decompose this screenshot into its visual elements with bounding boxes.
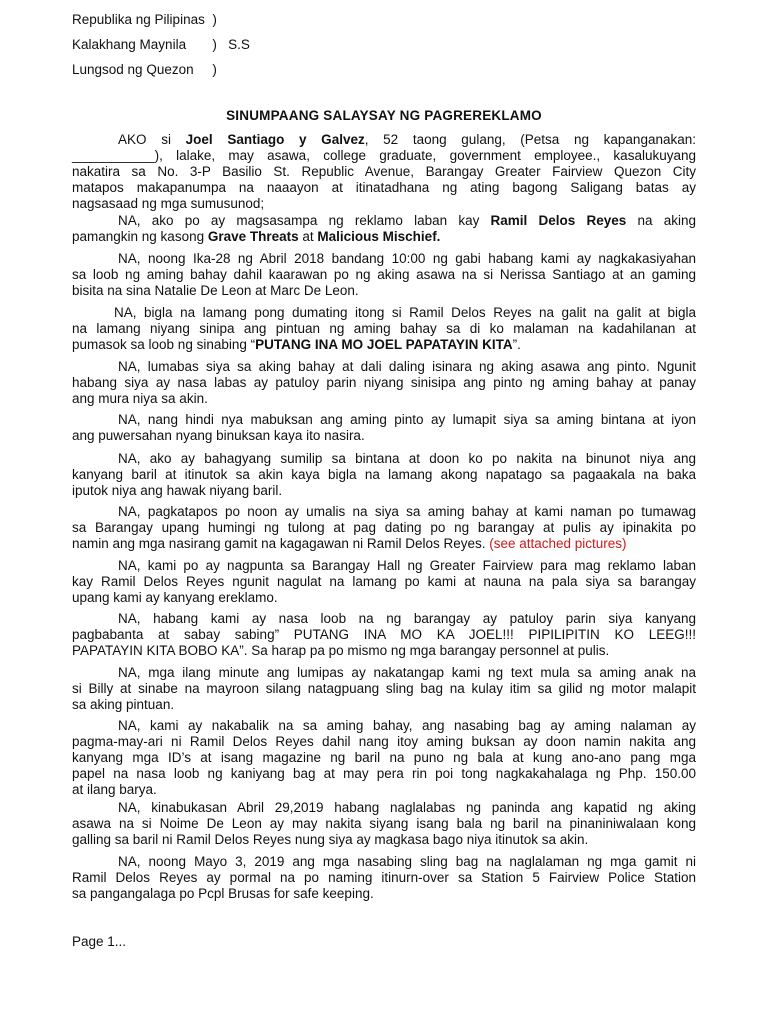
document-title: SINUMPAANG SALAYSAY NG PAGREREKLAMO: [226, 108, 542, 123]
paragraph-line: kay Ramil Delos Reyes ngunit nagulat na lamang po kami at nauna na pala siya sa barangay: [72, 574, 696, 589]
paragraph-line: nakatira sa No. 3-P Basilio St. Republic Avenue, Barangay Greater Fairview Quezon City: [72, 164, 696, 179]
paragraph-window: [72, 412, 696, 444]
paragraph-barangay-hall: [72, 558, 696, 606]
paragraph-line: NA, lumabas siya sa aking bahay at dali daling isinara ng aking asawa ang pinto. Ngunit: [118, 359, 696, 374]
paragraph-line: pumasok sa loob ng sinabing “PUTANG INA MO JOEL PAPATAYIN KITA”.: [72, 337, 521, 352]
paragraph-line: papel na nasa loob ng kaniyang bag at may pera rin poi tong nagkakahalaga ng Php. 150.00: [72, 766, 696, 781]
paragraph-sling-bag: [72, 665, 696, 713]
paragraph-line: NA, bigla na lamang pong dumating itong si Ramil Delos Reyes na galit na galit at bigla: [114, 305, 696, 320]
venue-line-city: Lungsod ng Quezon ): [72, 62, 217, 77]
paragraph-complaint: [72, 213, 696, 245]
paragraph-line: sa loob ng aming bahay dahil kaarawan po ng aking asawa na si Nerissa Santiago at an gaming: [72, 267, 696, 282]
paragraph-line: NA, mga ilang minute ang lumipas ay nakatangap kami ng text mula sa aming anak na: [118, 665, 696, 680]
paragraph-line: pagbabanta at sabay sabing” PUTANG INA MO KA JOEL!!! PIPILIPITIN KO LEEG!!!: [72, 627, 696, 642]
paragraph-line: pagma-may-ari ni Ramil Delos Reyes dahil nang itoy aming buksan ay doon namin nakita ang: [72, 734, 696, 749]
paragraph-line: si Billy at sinabe na mayroon silang natagpuang sling bag na kulay itim sa gilid ng motor malapit: [72, 681, 696, 696]
paragraph-line: NA, noong Ika-28 ng Abril 2018 bandang 10:00 ng gabi habang kami ay nagkakasiyahan: [118, 251, 696, 266]
paragraph-line: NA, habang kami ay nasa loob na ng barangay ay patuloy parin siya kanyang: [118, 611, 696, 626]
paragraph-line: sa Barangay upang humingi ng tulong at pag dating po ng barangay at pulis ay ipinakita po: [72, 520, 696, 535]
paragraph-line: sa aking pintuan.: [72, 697, 175, 712]
paragraph-bag-contents: [72, 718, 696, 798]
paragraph-line: kanyang baril at itinutok sa akin kaya bigla na lamang akong napatago sa pagaakala na baka: [72, 467, 696, 482]
paragraph-line: NA, ako ay bahagyang sumilip sa bintana at doon ko po nakita na binunot niya ang: [118, 451, 696, 466]
venue-line-republic: Republika ng Pilipinas ): [72, 12, 217, 27]
paragraph-affiant: [72, 132, 696, 212]
paragraph-line: ___________), lalake, may asawa, college graduate, government employee., kasalukuyang: [72, 148, 696, 163]
paragraph-threats: [72, 611, 696, 659]
paragraph-line: NA, kami ay nakabalik na sa aming bahay, ang nasabing bag ay aming nalaman ay: [118, 718, 696, 733]
paragraph-line: NA, kinabukasan Abril 29,2019 habang naglalabas ng paninda ang kapatid ng aking: [118, 800, 696, 815]
paragraph-line: asawa na si Noime De Leon ay may nakita siyang isang bala ng baril na pinaniniwalaan kong: [72, 816, 696, 831]
page-number-footer: Page 1...: [72, 934, 127, 949]
paragraph-line: upang kami ay kanyang ereklamo.: [72, 590, 278, 605]
paragraph-left-house: [72, 359, 696, 407]
paragraph-line: ang mura niya sa akin.: [72, 391, 208, 406]
paragraph-incident-date: [72, 251, 696, 299]
paragraph-line: iputok niya ang hawak niyang baril.: [72, 483, 283, 498]
paragraph-line: PAPATAYIN KITA BOBO KA”. Sa harap pa po mismo ng mga barangay personnel at pulis.: [72, 643, 610, 658]
paragraph-line: habang siya ay nasa labas ay patuloy parin niyang sinisipa ang pinto ng aming bahay at panay: [72, 375, 696, 390]
paragraph-line: pamangkin ng kasong Grave Threats at Malicious Mischief.: [72, 229, 441, 244]
paragraph-line: na lamang niyang sinipa ang pintuan ng aming bahay sa di ko malaman na kadahilanan at: [72, 321, 696, 336]
paragraph-turnover: [72, 854, 696, 902]
paragraph-line: ang puwersahan nyang binuksan kaya ito nasira.: [72, 428, 365, 443]
paragraph-line: Ramil Delos Reyes ay pormal na po naming itinurn-over sa Station 5 Fairview Police Station: [72, 870, 696, 885]
paragraph-arrival: [72, 305, 696, 353]
paragraph-line: at ilang barya.: [72, 782, 157, 797]
attachment-note: (see attached pictures): [489, 536, 627, 551]
paragraph-line: NA, noong Mayo 3, 2019 ang mga nasabing sling bag na naglalaman ng mga gamit ni: [118, 854, 696, 869]
paragraph-line: NA, nang hindi nya mabuksan ang aming pinto ay lumapit siya sa aming bintana at iyon: [118, 412, 696, 427]
paragraph-gun: [72, 451, 696, 499]
paragraph-barangay-call: [72, 504, 696, 552]
paragraph-line: galling sa baril ni Ramil Delos Reyes nung siya ay magkasa bago niya itinutok sa akin.: [72, 832, 589, 847]
paragraph-line: nagsasaad ng mga sumusunod;: [72, 196, 265, 211]
paragraph-line: NA, ako po ay magsasampa ng reklamo laban kay Ramil Delos Reyes na aking: [118, 213, 696, 228]
paragraph-line: namin ang mga nasirang gamit na kagagawan ni Ramil Delos Reyes. (see attached pictures): [72, 536, 627, 551]
paragraph-line: sa pangangalaga po Pcpl Brusas for safe keeping.: [72, 886, 374, 901]
paragraph-line: AKO si Joel Santiago y Galvez, 52 taong gulang, (Petsa ng kapanganakan:: [118, 132, 696, 147]
paragraph-line: NA, kami po ay nagpunta sa Barangay Hall ng Greater Fairview para mag reklamo laban: [118, 558, 696, 573]
paragraph-line: NA, pagkatapos po noon ay umalis na siya sa aming bahay at kami naman po tumawag: [118, 504, 696, 519]
paragraph-line: matapos makapanumpa na naaayon at itinatadhana ng ating bagong Saligang batas ay: [72, 180, 696, 195]
paragraph-bullet-found: [72, 800, 696, 848]
paragraph-line: bisita na sina Natalie De Leon at Marc De Leon.: [72, 283, 359, 298]
paragraph-line: kanyang mga ID’s at isang magazine ng baril na puno ng bala at kung ano-ano pang mga: [72, 750, 696, 765]
venue-line-metro: Kalakhang Maynila ) S.S: [72, 37, 250, 52]
